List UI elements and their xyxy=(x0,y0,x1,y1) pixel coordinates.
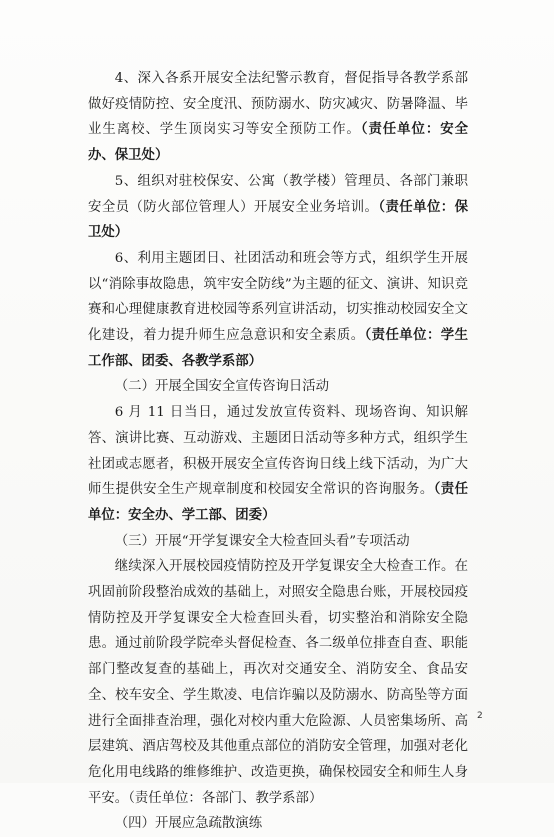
paragraph-recheck: 继续深入开展校园疫情防控及开学复课安全大检查工作。在巩固前阶段整治成效的基础上，对照安全隐患台账，开展校园疫情防控及开学复课安全大检查回头看，切实整治和消除安全隐患。通过前阶段学院牵头督促检查、各二级单位排查自查、职能部门整改复查的基础上，再次对交通安全、消防安全、食品安全、校车安全、学生欺凌、电信诈骗以及防溺水、防高坠等方面进行全面排查治理，强化对校内重大危险源、人员密集场所、高层建筑、酒店驾校及其他重点部位的消防安全管理，加强对老化危化用电线路的维修维护、改造更换，确保校园安全和师生人身平安。（责任单位：各部门、教学系部） xyxy=(88,559,468,806)
paragraph-item-5 xyxy=(88,169,468,246)
paragraph-text: 5、组织对驻校保安、公寓（教学楼）管理员、各部门兼职安全员（防火部位管理人）开展安全业务培训。 xyxy=(88,173,468,215)
paragraph-text: 4、深入各系开展安全法纪警示教育，督促指导各教学系部做好疫情防控、安全度汛、预防溺水、防灾减灾、防暑降温、毕业生离校、学生顶岗实习等安全预防工作。 xyxy=(88,71,468,138)
document-body xyxy=(88,66,468,837)
section-heading-4: （四）开展应急疏散演练 xyxy=(114,816,263,832)
paragraph-text: 6、利用主题团日、社团活动和班会等方式，组织学生开展以“消除事故隐患，筑牢安全防线”为主题的征文、演讲、知识竞赛和心理健康教育进校园等系列宣讲活动，切实推动校园安全文化建设，着力提升师生应急意识和安全素质。 xyxy=(88,250,468,344)
responsibility-note: （责任单位：安全办、保卫处） xyxy=(88,121,468,164)
page-number: 2 xyxy=(477,711,483,721)
section-heading-3: （三）开展“开学复课安全大检查回头看”专项活动 xyxy=(114,533,410,549)
section-heading-2: （二）开展全国安全宣传咨询日活动 xyxy=(114,379,330,395)
paragraph-text: 6 月 11 日当日，通过发放宣传资料、现场咨询、知识解答、演讲比赛、互动游戏、主题团日活动等多种方式，组织学生社团或志愿者，积极开展安全宣传咨询日线上线下活动，为广大师生提供安全生产规章制度和校园安全常识的咨询服务。 xyxy=(88,405,468,498)
responsibility-note: （责任单位：学生工作部、团委、各教学系部） xyxy=(88,327,468,369)
responsibility-note: （责任单位：安全办、学工部、团委） xyxy=(88,481,468,523)
responsibility-note: （责任单位：保卫处） xyxy=(88,198,468,241)
paragraph-safety-day xyxy=(88,400,468,529)
paragraph-item-4 xyxy=(88,66,468,169)
paragraph-item-6 xyxy=(88,246,468,375)
